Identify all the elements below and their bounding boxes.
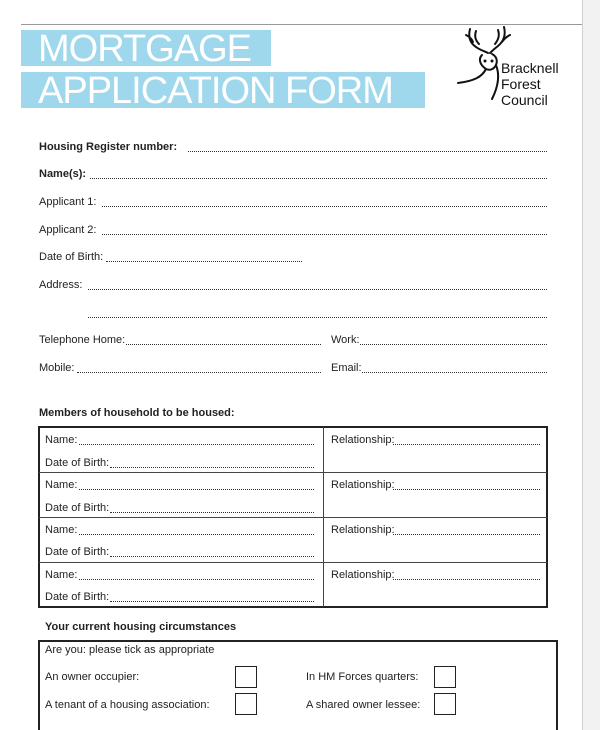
address-field-line-1[interactable] — [88, 289, 547, 290]
owner-occupier-checkbox[interactable] — [235, 666, 257, 688]
housing-register-field[interactable] — [188, 151, 547, 152]
applicant2-label: Applicant 2: — [39, 224, 97, 236]
household-row-divider — [39, 472, 547, 473]
council-name-line-3: Council — [501, 92, 548, 108]
household-dob-field[interactable] — [110, 556, 314, 557]
council-name-line-2: Forest — [501, 76, 541, 92]
household-name-label: Name: — [45, 434, 78, 446]
hm-forces-checkbox[interactable] — [434, 666, 456, 688]
shared-owner-checkbox[interactable] — [434, 693, 456, 715]
housing-association-checkbox[interactable] — [235, 693, 257, 715]
household-dob-label: Date of Birth: — [45, 591, 110, 603]
household-relationship-label: Relationship: — [331, 479, 395, 491]
shared-owner-label: A shared owner lessee: — [306, 699, 421, 711]
tel-home-label: Telephone Home: — [39, 334, 126, 346]
work-label: Work: — [331, 334, 360, 346]
household-relationship-field[interactable] — [393, 444, 540, 445]
dob-label: Date of Birth: — [39, 251, 104, 263]
title-line-1: MORTGAGE — [21, 30, 271, 66]
circumstances-prompt: Are you: please tick as appropriate — [45, 644, 215, 656]
dob-field[interactable] — [106, 261, 302, 262]
household-name-label: Name: — [45, 569, 78, 581]
circumstances-heading: Your current housing circumstances — [45, 621, 237, 633]
work-field[interactable] — [360, 344, 547, 345]
household-dob-field[interactable] — [110, 512, 314, 513]
household-row-divider — [39, 562, 547, 563]
household-row-divider — [39, 517, 547, 518]
household-name-label: Name: — [45, 524, 78, 536]
household-relationship-label: Relationship: — [331, 569, 395, 581]
applicant1-label: Applicant 1: — [39, 196, 97, 208]
names-field[interactable] — [90, 178, 547, 179]
title-line-2: APPLICATION FORM — [21, 72, 425, 108]
address-label: Address: — [39, 279, 83, 291]
household-dob-label: Date of Birth: — [45, 457, 110, 469]
applicant1-field[interactable] — [102, 206, 547, 207]
owner-occupier-label: An owner occupier: — [45, 671, 140, 683]
mobile-label: Mobile: — [39, 362, 75, 374]
names-label: Name(s): — [39, 168, 87, 180]
household-name-field[interactable] — [79, 534, 314, 535]
applicant2-field[interactable] — [102, 234, 547, 235]
household-name-field[interactable] — [79, 579, 314, 580]
household-dob-field[interactable] — [110, 601, 314, 602]
household-dob-field[interactable] — [110, 467, 314, 468]
household-relationship-field[interactable] — [393, 489, 540, 490]
email-label: Email: — [331, 362, 362, 374]
household-relationship-field[interactable] — [393, 579, 540, 580]
household-heading: Members of household to be housed: — [39, 407, 235, 419]
email-field[interactable] — [362, 372, 547, 373]
mobile-field[interactable] — [77, 372, 321, 373]
household-relationship-label: Relationship: — [331, 524, 395, 536]
household-dob-label: Date of Birth: — [45, 502, 110, 514]
housing-association-label: A tenant of a housing association: — [45, 699, 210, 711]
household-relationship-label: Relationship: — [331, 434, 395, 446]
housing-register-label: Housing Register number: — [39, 141, 178, 153]
tel-home-field[interactable] — [126, 344, 321, 345]
address-field-line-2[interactable] — [88, 317, 547, 318]
household-name-field[interactable] — [79, 444, 314, 445]
hm-forces-label: In HM Forces quarters: — [306, 671, 419, 683]
household-name-field[interactable] — [79, 489, 314, 490]
council-name-line-1: Bracknell — [501, 60, 559, 76]
household-relationship-field[interactable] — [393, 534, 540, 535]
household-dob-label: Date of Birth: — [45, 546, 110, 558]
household-name-label: Name: — [45, 479, 78, 491]
council-name — [501, 60, 559, 108]
